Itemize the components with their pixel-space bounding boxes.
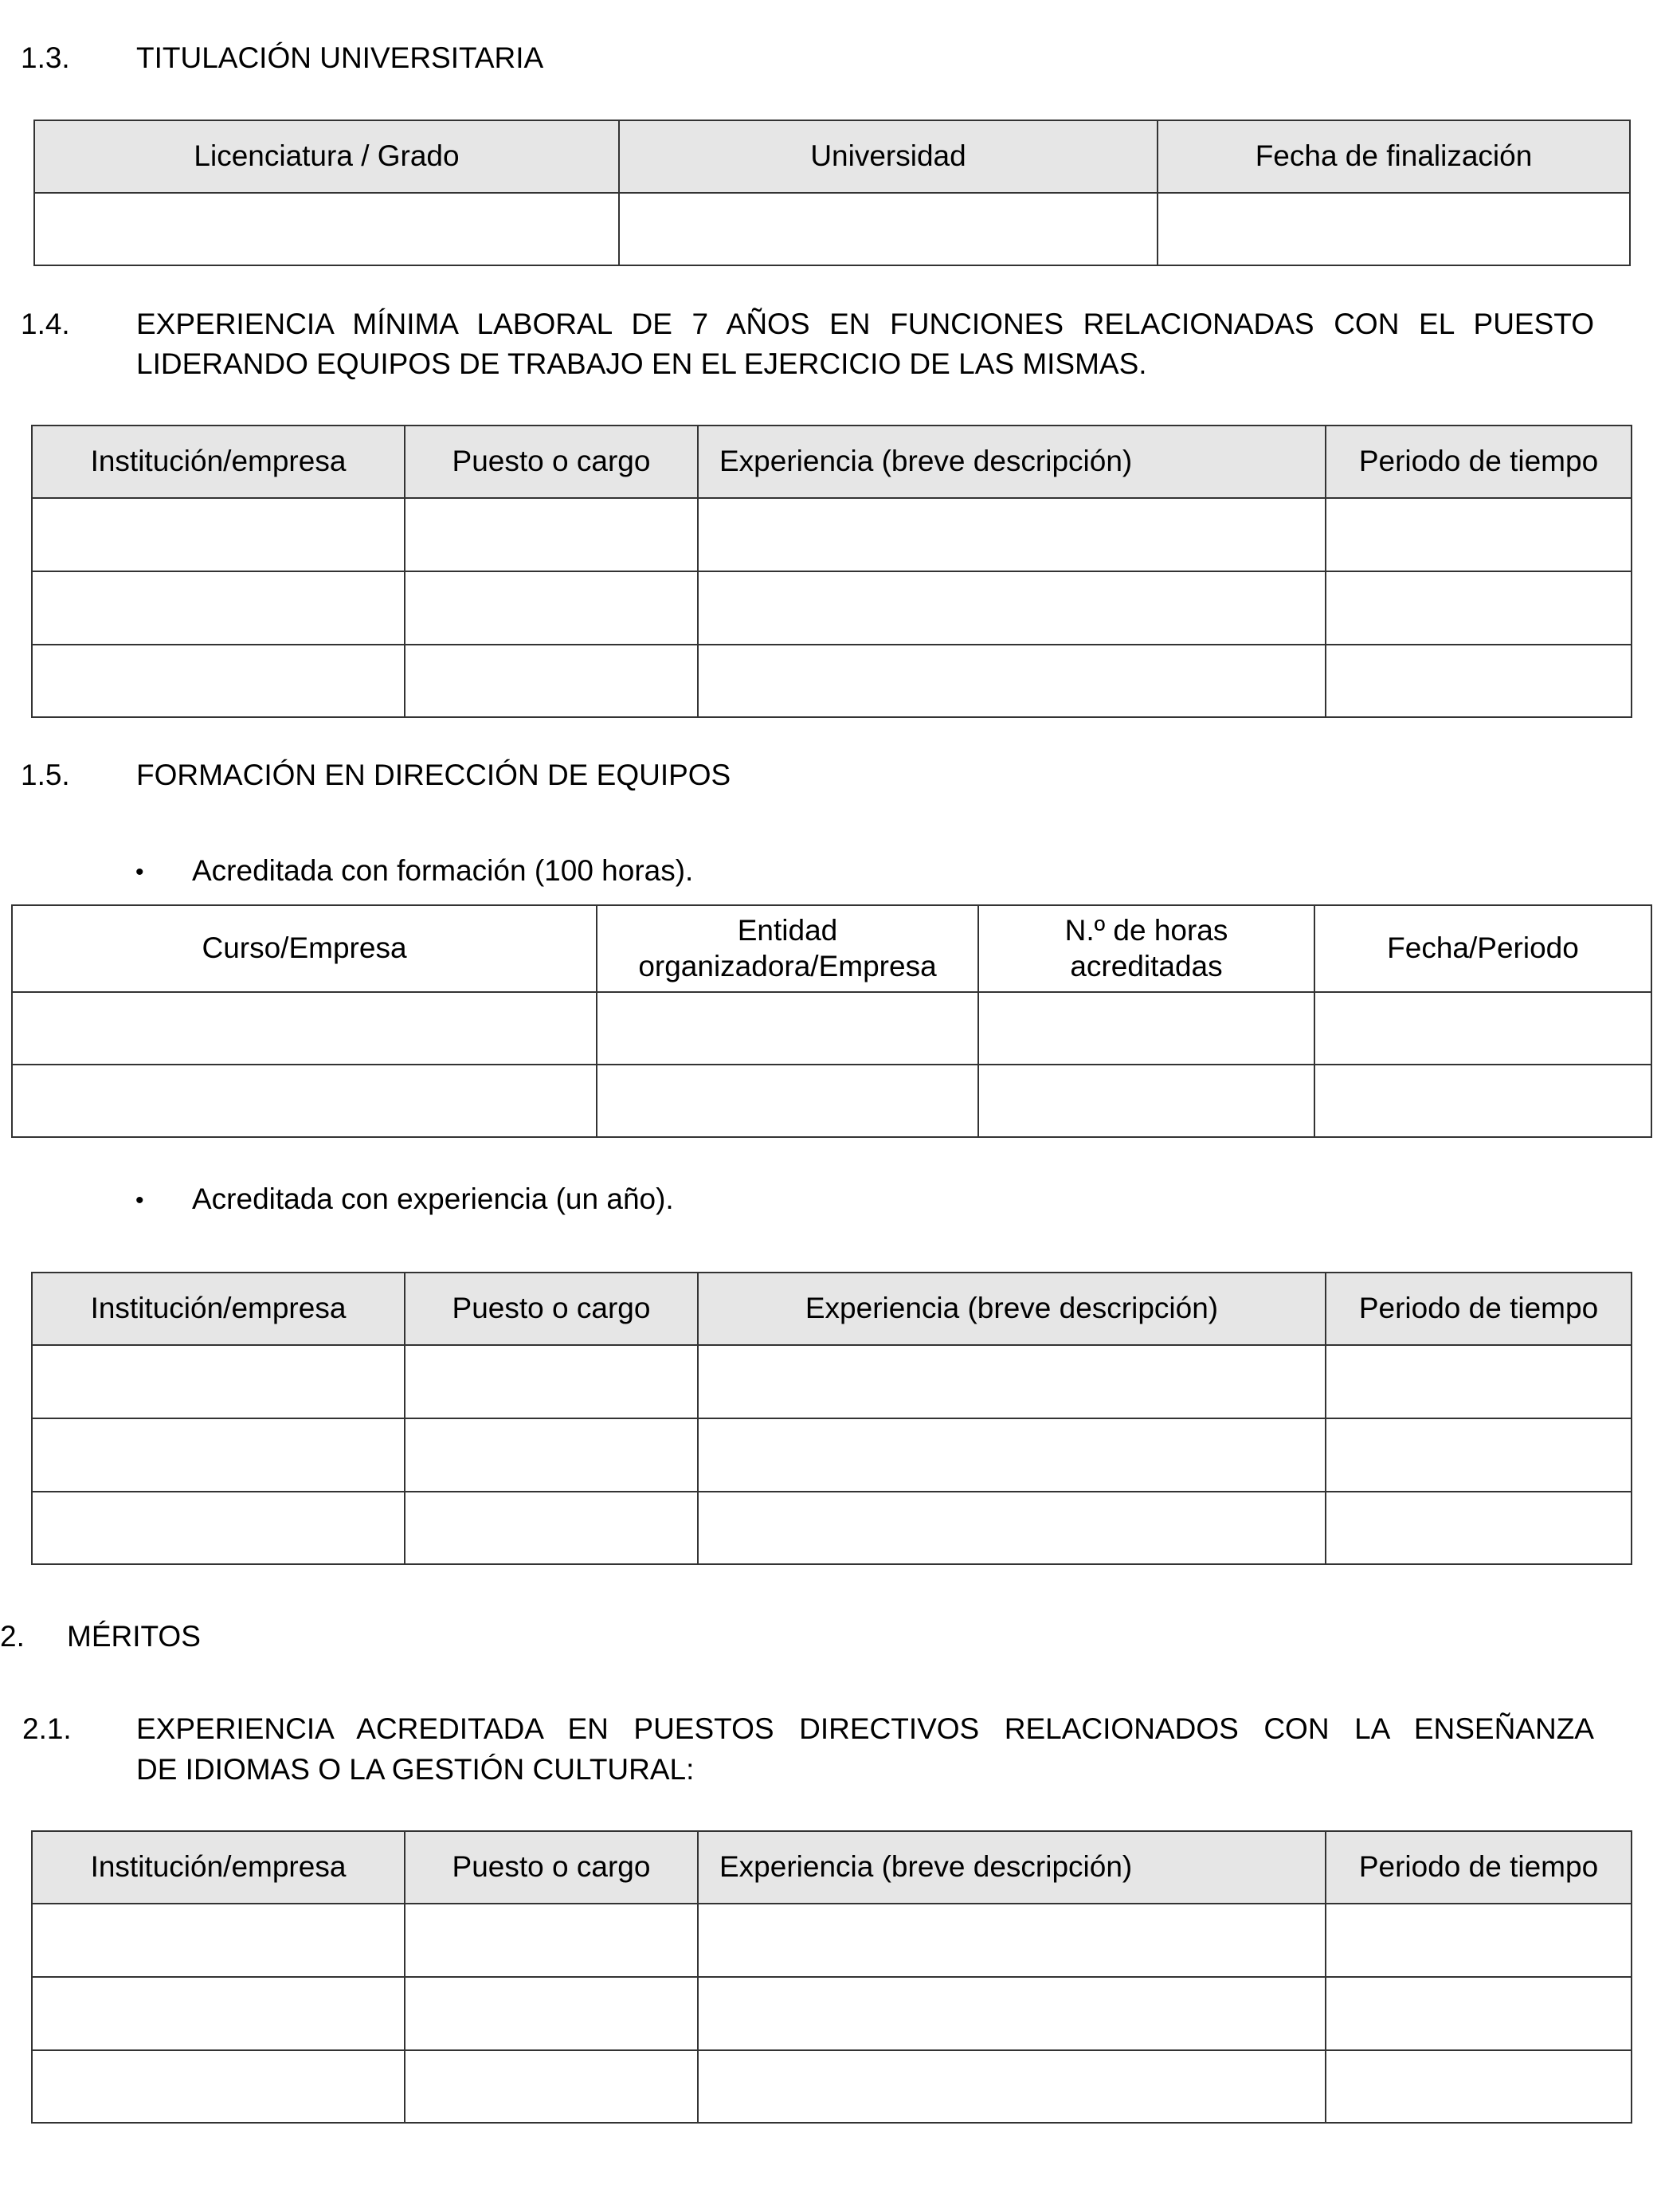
header-cell: Fecha/Periodo bbox=[1314, 905, 1651, 992]
input-cell[interactable] bbox=[405, 571, 698, 645]
header-cell: Periodo de tiempo bbox=[1326, 426, 1632, 498]
input-cell[interactable] bbox=[698, 1904, 1326, 1977]
input-cell[interactable] bbox=[32, 498, 405, 571]
header-cell: Experiencia (breve descripción) bbox=[698, 1831, 1326, 1904]
section-title: EXPERIENCIA MÍNIMA LABORAL DE 7 AÑOS EN FUNCIONES RELACIONADAS CON EL PUESTO bbox=[136, 308, 1594, 340]
input-cell[interactable] bbox=[32, 1904, 405, 1977]
header-cell: Fecha de finalización bbox=[1158, 120, 1630, 193]
header-cell: Periodo de tiempo bbox=[1326, 1831, 1632, 1904]
section-number: 2.1. bbox=[22, 1712, 72, 1745]
input-cell[interactable] bbox=[597, 992, 978, 1065]
header-cell: Puesto o cargo bbox=[405, 1273, 698, 1345]
input-cell[interactable] bbox=[32, 645, 405, 717]
header-cell: Curso/Empresa bbox=[12, 905, 597, 992]
input-cell[interactable] bbox=[405, 2050, 698, 2123]
section-number: 1.3. bbox=[21, 41, 70, 74]
management-experience-table bbox=[31, 1830, 1632, 2124]
training-table bbox=[11, 904, 1652, 1138]
input-cell[interactable] bbox=[1326, 498, 1632, 571]
input-cell[interactable] bbox=[1326, 2050, 1632, 2123]
experience-table bbox=[31, 425, 1632, 718]
input-cell[interactable] bbox=[1314, 992, 1651, 1065]
header-cell: Experiencia (breve descripción) bbox=[698, 1273, 1326, 1345]
input-cell[interactable] bbox=[698, 498, 1326, 571]
bullet-icon: • bbox=[135, 859, 144, 885]
header-cell: Institución/empresa bbox=[32, 426, 405, 498]
section-title: TITULACIÓN UNIVERSITARIA bbox=[136, 41, 544, 74]
input-cell[interactable] bbox=[32, 1977, 405, 2050]
input-cell[interactable] bbox=[32, 1345, 405, 1418]
input-cell[interactable] bbox=[1158, 193, 1630, 265]
section-title: EXPERIENCIA ACREDITADA EN PUESTOS DIRECTIVOS RELACIONADOS CON LA ENSEÑANZA bbox=[136, 1712, 1594, 1745]
input-cell[interactable] bbox=[698, 1345, 1326, 1418]
input-cell[interactable] bbox=[698, 1977, 1326, 2050]
degree-table bbox=[33, 120, 1631, 266]
section-number: 1.4. bbox=[21, 308, 70, 340]
input-cell[interactable] bbox=[1314, 1065, 1651, 1137]
header-cell: Puesto o cargo bbox=[405, 1831, 698, 1904]
header-cell: Licenciatura / Grado bbox=[34, 120, 619, 193]
input-cell[interactable] bbox=[698, 571, 1326, 645]
header-cell: Universidad bbox=[619, 120, 1158, 193]
section-title: FORMACIÓN EN DIRECCIÓN DE EQUIPOS bbox=[136, 759, 731, 791]
input-cell[interactable] bbox=[34, 193, 619, 265]
section-number: 1.5. bbox=[21, 759, 70, 791]
input-cell[interactable] bbox=[12, 1065, 597, 1137]
input-cell[interactable] bbox=[405, 1904, 698, 1977]
input-cell[interactable] bbox=[698, 1492, 1326, 1564]
section-title-continued: DE IDIOMAS O LA GESTIÓN CULTURAL: bbox=[136, 1753, 695, 1786]
input-cell[interactable] bbox=[32, 1492, 405, 1564]
input-cell[interactable] bbox=[405, 1418, 698, 1492]
input-cell[interactable] bbox=[1326, 1904, 1632, 1977]
input-cell[interactable] bbox=[698, 2050, 1326, 2123]
input-cell[interactable] bbox=[698, 645, 1326, 717]
input-cell[interactable] bbox=[698, 1418, 1326, 1492]
input-cell[interactable] bbox=[405, 645, 698, 717]
input-cell[interactable] bbox=[32, 1418, 405, 1492]
input-cell[interactable] bbox=[32, 571, 405, 645]
header-cell: Experiencia (breve descripción) bbox=[698, 426, 1326, 498]
team-experience-table bbox=[31, 1272, 1632, 1565]
input-cell[interactable] bbox=[978, 1065, 1314, 1137]
input-cell[interactable] bbox=[978, 992, 1314, 1065]
input-cell[interactable] bbox=[32, 2050, 405, 2123]
input-cell[interactable] bbox=[12, 992, 597, 1065]
header-cell: Institución/empresa bbox=[32, 1273, 405, 1345]
section-title-continued: LIDERANDO EQUIPOS DE TRABAJO EN EL EJERCICIO DE LAS MISMAS. bbox=[136, 347, 1147, 380]
section-title: MÉRITOS bbox=[67, 1620, 201, 1653]
header-cell: N.º de horas acreditadas bbox=[978, 905, 1314, 992]
input-cell[interactable] bbox=[405, 1492, 698, 1564]
header-cell: Institución/empresa bbox=[32, 1831, 405, 1904]
input-cell[interactable] bbox=[1326, 1418, 1632, 1492]
input-cell[interactable] bbox=[1326, 1492, 1632, 1564]
input-cell[interactable] bbox=[1326, 1345, 1632, 1418]
input-cell[interactable] bbox=[405, 1977, 698, 2050]
header-cell: Periodo de tiempo bbox=[1326, 1273, 1632, 1345]
bullet-text: Acreditada con formación (100 horas). bbox=[192, 854, 694, 887]
header-cell: Puesto o cargo bbox=[405, 426, 698, 498]
input-cell[interactable] bbox=[1326, 1977, 1632, 2050]
bullet-text: Acreditada con experiencia (un año). bbox=[192, 1182, 674, 1215]
input-cell[interactable] bbox=[619, 193, 1158, 265]
input-cell[interactable] bbox=[597, 1065, 978, 1137]
header-cell: Entidad organizadora/Empresa bbox=[597, 905, 978, 992]
input-cell[interactable] bbox=[1326, 571, 1632, 645]
input-cell[interactable] bbox=[405, 1345, 698, 1418]
section-number: 2. bbox=[0, 1620, 25, 1653]
input-cell[interactable] bbox=[405, 498, 698, 571]
input-cell[interactable] bbox=[1326, 645, 1632, 717]
bullet-icon: • bbox=[135, 1187, 144, 1214]
